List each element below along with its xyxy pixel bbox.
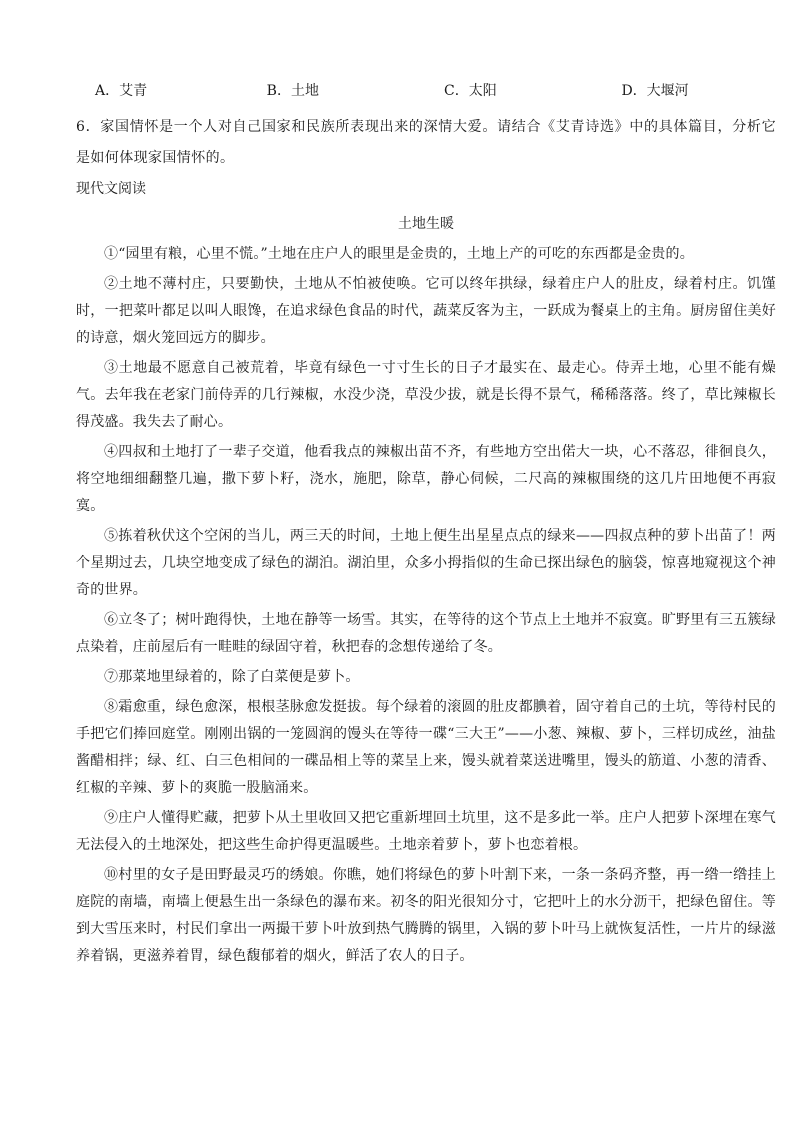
paragraph-9: ⑨庄户人懂得贮藏，把萝卜从土里收回又把它重新埋回土坑里，这不是多此一举。庄户人把萝卜深埋在寒气无法侵入的土地深处，把这些生命护得更温暖些。土地亲着萝卜，萝卜也恋着根。 <box>76 810 776 853</box>
option-b: B．土地 <box>266 83 319 99</box>
paragraph-8: ⑧霜愈重，绿色愈深，根根茎脉愈发挺拔。每个绿着的滚圆的肚皮都腆着，固守着自己的土坑，等待村民的手把它们捧回庭堂。刚刚出锅的一笼圆润的馒头在等待一碟“三大王”——小葱、辣椒、萝卜，三样切成丝，油盐酱醋相拌；绿、红、白三色相间的一碟品相上等的菜呈上来，馒头就着菜送进嘴里，馒头的筋道、小葱的清香、红椒的辛辣、萝卜的爽脆一股脑涌来。 <box>76 699 776 796</box>
paragraph-5: ⑤拣着秋伏这个空闲的当儿，两三天的时间，土地上便生出星星点点的绿来——四叔点种的萝卜出苗了！两个星期过去，几块空地变成了绿色的湖泊。湖泊里，众多小拇指似的生命已探出绿色的脑袋，惊喜地窥视这个神奇的世界。 <box>76 528 776 598</box>
question-6: 6．家国情怀是一个人对自己国家和民族所表现出来的深情大爱。请结合《艾青诗选》中的具体篇目，分析它是如何体现家国情怀的。 <box>76 119 776 166</box>
paragraph-6: ⑥立冬了；树叶跑得快，土地在静等一场雪。其实，在等待的这个节点上土地并不寂寞。旷野里有三五簇绿点染着，庄前屋后有一畦畦的绿固守着，秋把春的念想传递给了冬。 <box>76 612 776 655</box>
section-label: 现代文阅读 <box>76 181 146 197</box>
option-a: A．艾青 <box>95 83 148 99</box>
paragraph-4: ④四叔和土地打了一辈子交道，他看我点的辣椒出苗不齐，有些地方空出偌大一块，心不落忍，徘徊良久，将空地细细翻整几遍，撒下萝卜籽，浇水，施肥，除草，静心伺候，二尺高的辣椒围绕的这几片田地便不再寂寞。 <box>76 444 776 514</box>
document-page <box>76 80 776 970</box>
article-title: 土地生暖 <box>398 216 454 232</box>
answer-options <box>76 80 776 102</box>
option-d: D．大堰河 <box>621 83 689 99</box>
paragraph-2: ②土地不薄村庄，只要勤快，土地从不怕被使唤。它可以终年拱绿，绿着庄户人的肚皮，绿着村庄。饥馑时，一把菜叶都足以叫人眼馋，在追求绿色食品的时代，蔬菜反客为主，一跃成为餐桌上的主角。厨房留住美好的诗意，烟火笼回远方的脚步。 <box>76 276 776 346</box>
paragraph-10: ⑩村里的女子是田野最灵巧的绣娘。你瞧，她们将绿色的萝卜叶割下来，一条一条码齐整，再一绺一绺挂上庭院的南墙，南墙上便悬生出一条绿色的瀑布来。初冬的阳光很知分寸，它把叶上的水分沥干，把绿色留住。等到大雪压来时，村民们拿出一两撮干萝卜叶放到热气腾腾的锅里，入锅的萝卜叶马上就恢复活性，一片片的绿滋养着锅，更滋养着胃，绿色馥郁着的烟火，鲜活了农人的日子。 <box>76 867 776 964</box>
option-c: C．太阳 <box>444 83 497 99</box>
paragraph-3: ③土地最不愿意自己被荒着，毕竟有绿色一寸寸生长的日子才最实在、最走心。侍弄土地，心里不能有燥气。去年我在老家门前侍弄的几行辣椒，水没少浇，草没少拔，就是长得不景气，稀稀落落。终了，草比辣椒长得茂盛。我失去了耐心。 <box>76 360 776 430</box>
paragraph-7: ⑦那菜地里绿着的，除了白菜便是萝卜。 <box>104 669 360 685</box>
paragraph-1: ①“园里有粮，心里不慌。”土地在庄户人的眼里是金贵的，土地上产的可吃的东西都是金贵的。 <box>104 246 694 262</box>
